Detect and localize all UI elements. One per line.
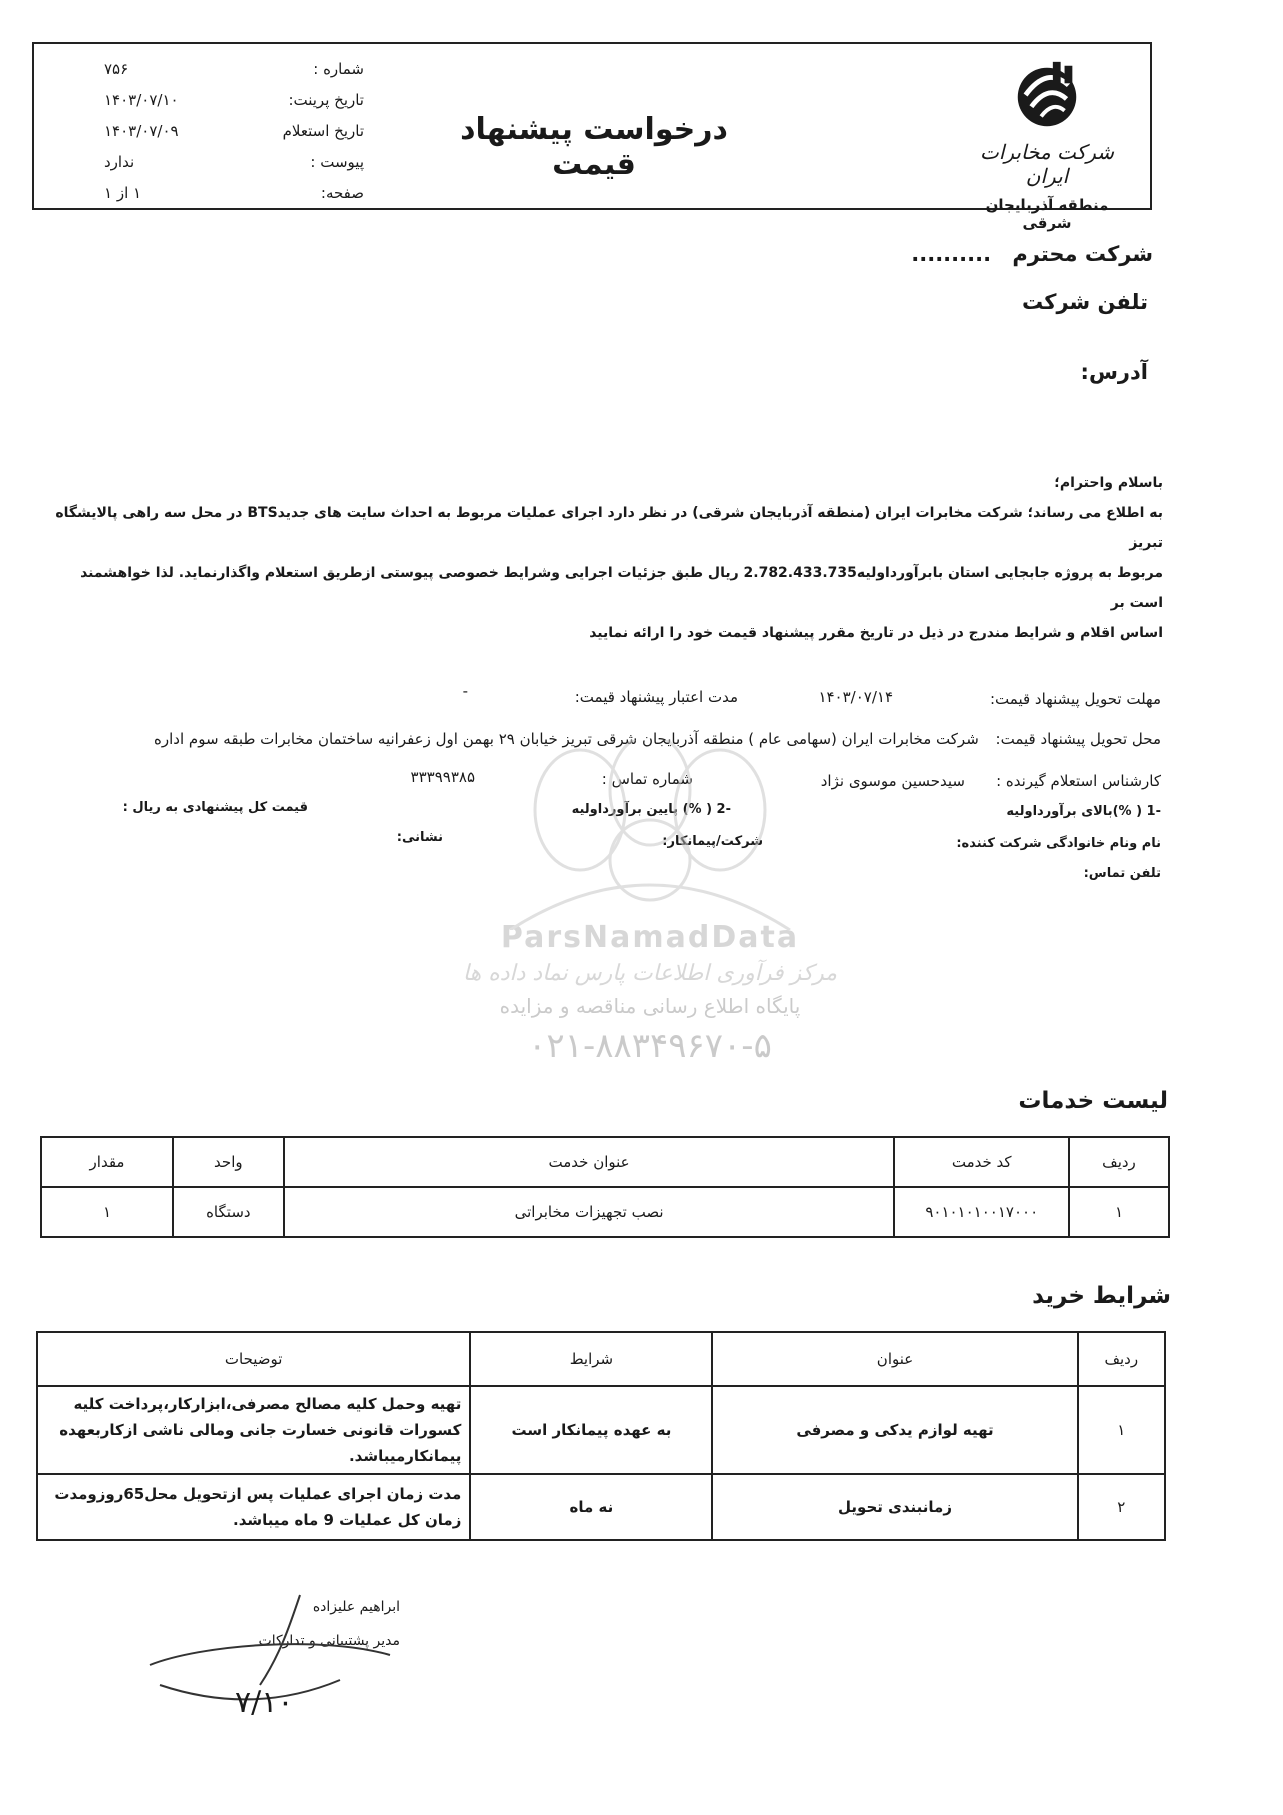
signatory-name: ابراهیم علیزاده (312, 1599, 400, 1615)
company-logo-icon (1008, 56, 1086, 134)
deadline-label: مهلت تحویل پیشنهاد قیمت: (989, 690, 1161, 708)
services-header-code: کد خدمت (894, 1137, 1069, 1187)
logo-region-name: منطقه آذربایجان شرقی (985, 196, 1109, 232)
services-header-title: عنوان خدمت (284, 1137, 895, 1187)
bidder-name-label: نام ونام خانوادگی شرکت کننده: (956, 836, 1161, 851)
purchase-row-condition: به عهده پیمانکار است (470, 1386, 712, 1474)
meta-value-attachment: ندارد (104, 153, 135, 171)
services-header-unit: واحد (173, 1137, 284, 1187)
service-title: نصب تجهیزات مخابراتی (284, 1187, 895, 1237)
purchase-table (36, 1331, 1166, 1541)
services-table (40, 1136, 1170, 1238)
company-label: شرکت محترم (1012, 242, 1153, 266)
purchase-row-no: ۲ (1078, 1474, 1165, 1540)
purchase-row-no: ۱ (1078, 1386, 1165, 1474)
meta-label-print-date: تاریخ پرینت: (288, 91, 364, 109)
purchase-header-row (37, 1332, 1165, 1386)
watermark-flower-icon (490, 740, 810, 930)
service-code: ۹۰۱۰۱۰۱۰۰۱۷۰۰۰ (894, 1187, 1069, 1237)
addressee-company (911, 242, 1153, 266)
document-title: درخواست پیشنهاد قیمت (460, 112, 728, 182)
meta-value-number: ۷۵۶ (104, 60, 129, 78)
intro-line-2: مربوط به پروژه جابجایی استان بابرآورداولیه2.782.433.735 ریال طبق جزئیات اجرایی وشرایط خصوصی پیوستی ازطریق استعلام واگذارنماید. لذا خواهشمند است بر (80, 565, 1163, 611)
header-box (32, 42, 1152, 232)
purchase-row-title: زمانبندی تحویل (712, 1474, 1077, 1540)
contractor-label: شرکت/پیمانکار: (662, 834, 763, 849)
expert-value: سیدحسین موسوی نژاد (820, 772, 965, 790)
validity-value: - (462, 682, 468, 700)
intro-paragraph (53, 468, 1163, 648)
logo-company-name: شرکت مخابرات ایران (979, 140, 1114, 188)
contact-label: شماره تماس : (601, 770, 693, 788)
services-title: لیست خدمات (1018, 1088, 1168, 1114)
intro-greeting: باسلام واحترام؛ (1054, 475, 1163, 491)
purchase-row-title: تهیه لوازم یدکی و مصرفی (712, 1386, 1077, 1474)
intro-line-1: به اطلاع می رساند؛ شرکت مخابرات ایران (منطقه آذربایجان شرقی) در نظر دارد اجرای عملیات مربوط به احداث سایت های جدیدBTS در محل سه راهی پالایشگاه تبریز (55, 505, 1163, 551)
purchase-row-condition: نه ماه (470, 1474, 712, 1540)
signatory-title: مدیر پشتیبانی و تدارکات (258, 1633, 400, 1649)
meta-label-attachment: پیوست : (310, 153, 364, 171)
deadline-value: ۱۴۰۳/۰۷/۱۴ (818, 688, 893, 706)
expert-label: کارشناس استعلام گیرنده : (996, 772, 1161, 790)
meta-label-inquiry-date: تاریخ استعلام (282, 122, 364, 140)
meta-value-inquiry-date: ۱۴۰۳/۰۷/۰۹ (104, 122, 179, 140)
watermark (440, 720, 860, 1090)
table-row (37, 1474, 1165, 1540)
services-header-qty: مقدار (41, 1137, 173, 1187)
services-header-row (41, 1137, 1169, 1187)
meta-values (104, 54, 224, 209)
table-row (41, 1187, 1169, 1237)
validity-label: مدت اعتبار پیشنهاد قیمت: (574, 688, 738, 706)
option-below-estimate: -2 ( %) پایین برآورداولیه (571, 802, 731, 817)
purchase-row-description: تهیه وحمل کلیه مصالح مصرفی،ابزارکار،پرداخت کلیه کسورات قانونی خسارت جانی ومالی ناشی ازکاربعهده پیمانکارمیباشد. (37, 1386, 470, 1474)
service-unit: دستگاه (173, 1187, 284, 1237)
meta-label-number: شماره : (313, 60, 364, 78)
option-above-estimate: -1 ( %)بالای برآورداولیه (1006, 804, 1161, 819)
logo (962, 56, 1132, 232)
contact-phone-label: تلفن تماس: (1083, 866, 1161, 881)
watermark-line-2: پایگاه اطلاع رسانی مناقصه و مزایده (499, 994, 801, 1018)
contact-value: ۳۳۳۹۹۳۸۵ (410, 768, 475, 786)
meta-labels (234, 54, 364, 209)
signature-note: ۷/۱۰ (235, 1685, 294, 1720)
purchase-header-condition: شرایط (470, 1332, 712, 1386)
watermark-line-1: مرکز فرآوری اطلاعات پارس نماد داده ها (462, 961, 838, 986)
company-value: .......... (911, 242, 992, 266)
watermark-phone: ۰۲۱-۸۸۳۴۹۶۷۰-۵ (528, 1026, 772, 1066)
intro-line-3: اساس اقلام و شرایط مندرج در ذیل در تاریخ مقرر پیشنهاد قیمت خود را ارائه نمایید (589, 625, 1163, 641)
purchase-title: شرایط خرید (1032, 1283, 1171, 1309)
meta-value-print-date: ۱۴۰۳/۰۷/۱۰ (104, 91, 179, 109)
service-qty: ۱ (41, 1187, 173, 1237)
table-row (37, 1386, 1165, 1474)
purchase-header-title: عنوان (712, 1332, 1077, 1386)
services-header-row-no: ردیف (1069, 1137, 1169, 1187)
location-value: شرکت مخابرات ایران (سهامی عام ) منطقه آذربایجان شرقی تبریز خیابان ۲۹ بهمن اول زعفرانیه ساختمان مخابرات طبقه سوم اداره (154, 730, 979, 748)
company-phone-label: تلفن شرکت (1022, 290, 1148, 314)
purchase-header-description: توضیحات (37, 1332, 470, 1386)
service-row-no: ۱ (1069, 1187, 1169, 1237)
total-price-label: قیمت کل پیشنهادی به ریال : (122, 800, 308, 815)
meta-label-page: صفحه: (320, 184, 364, 202)
meta-value-page: ۱ از ۱ (104, 184, 142, 202)
location-label: محل تحویل پیشنهاد قیمت: (995, 730, 1161, 748)
watermark-brand: ParsNamadData (500, 920, 800, 955)
purchase-header-row-no: ردیف (1078, 1332, 1165, 1386)
signature-block (140, 1585, 400, 1735)
address-label: آدرس: (1080, 360, 1148, 384)
address-short-label: نشانی: (396, 830, 443, 845)
purchase-row-description: مدت زمان اجرای عملیات پس ازتحویل محل65روزومدت زمان کل عملیات 9 ماه میباشد. (37, 1474, 470, 1540)
